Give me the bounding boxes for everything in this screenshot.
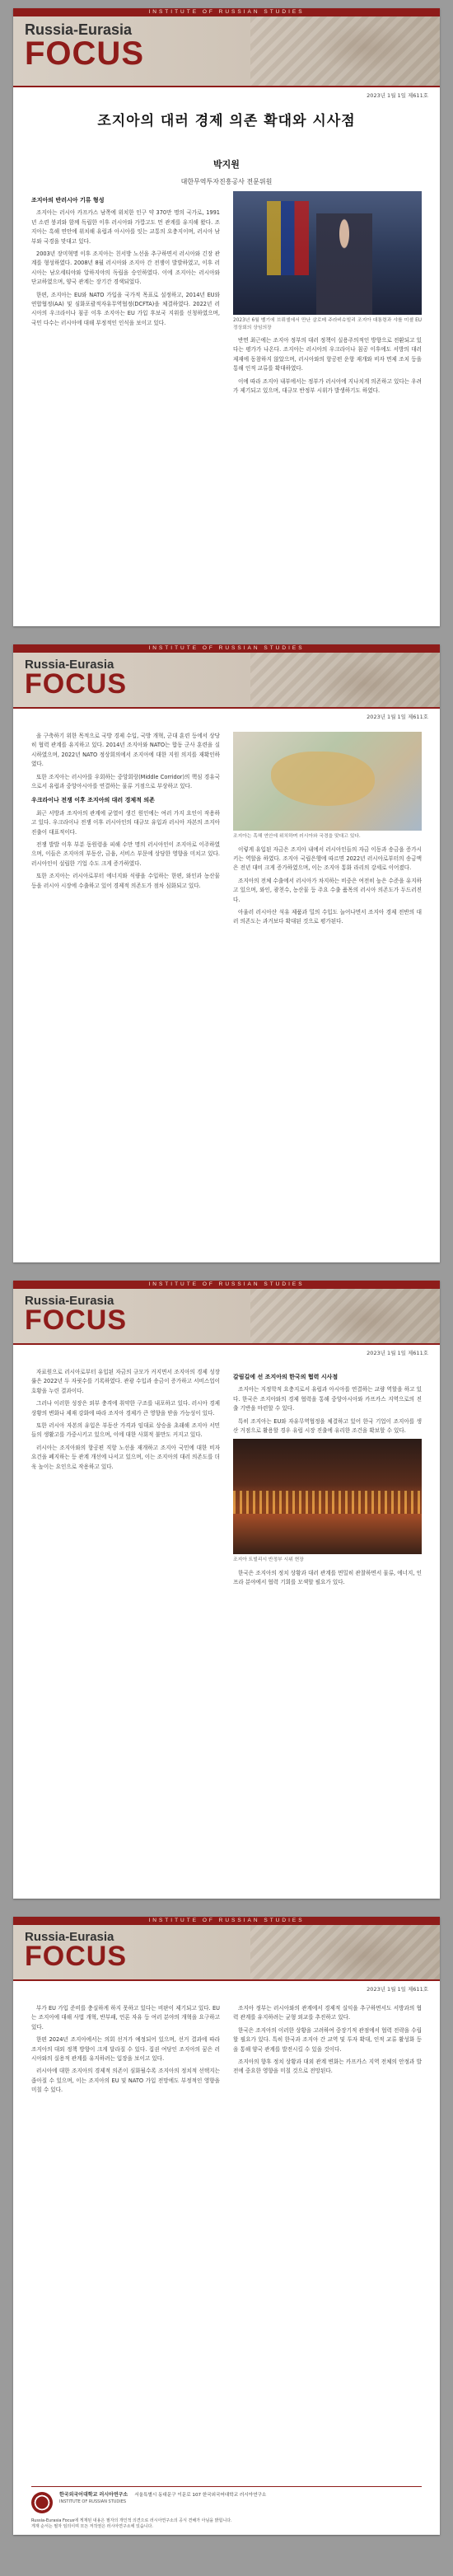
left-column xyxy=(31,1368,220,1591)
footer-org-name-en: INSTITUTE OF RUSSIAN STUDIES xyxy=(59,2499,127,2504)
paragraph: 조지아 정부는 러시아와의 관계에서 경제적 실익을 추구하면서도 서방과의 협력 관계를 유지하려는 균형 외교를 추진하고 있다. xyxy=(233,2005,422,2021)
summit-photo xyxy=(233,191,422,315)
left-column xyxy=(31,2004,220,2099)
right-column xyxy=(233,2004,422,2099)
newsletter-logo xyxy=(25,1294,127,1337)
section-heading: 우크라이나 전쟁 이후 조지아의 대러 경제적 의존 xyxy=(31,797,155,804)
paragraph: 을 구축하기 위한 목적으로 국방 경제 수입, 국방 개혁, 군대 훈련 등에서 상당히 협력 관계를 유지하고 있다. 2014년 조지아와 NATO는 합동 군사 훈련을 실시하였으며, 2022년 NATO 정상회의에서 조지아에 대한 지원 의지를 재확인하였다. xyxy=(31,733,220,768)
paragraph: 한국은 조지아의 정치 상황과 대러 관계를 면밀히 관찰하면서 물류, 에너지, 인프라 분야에서 협력 기회를 모색할 필요가 있다. xyxy=(233,1569,422,1586)
article-columns xyxy=(31,2004,422,2099)
page-2 xyxy=(13,644,440,1262)
paragraph: 한편 2024년 조지아에서는 의회 선거가 예정되어 있으며, 선거 결과에 따라 조지아의 대외 정책 방향이 크게 달라질 수 있다. 집권 여당인 조지아의 꿈은 러시아와의 실용적 관계를 유지하려는 입장을 보이고 있다. xyxy=(31,2036,220,2063)
left-column xyxy=(31,732,220,930)
issue-date: 2023년 1월 1일 제611호 xyxy=(367,92,428,99)
logo-line-1: Russia-Eurasia xyxy=(25,1930,114,1944)
masthead xyxy=(13,1281,440,1356)
institute-seal-icon xyxy=(31,2492,53,2513)
paragraph: 한국은 조지아의 이러한 상황을 고려하여 중장기적 관점에서 협력 전략을 수립할 필요가 있다. 특히 한국과 조지아 간 교역 및 투자 확대, 인적 교류 활성화 등을 통해 양국 관계를 발전시킬 수 있을 것이다. xyxy=(233,2026,422,2053)
article-columns xyxy=(31,1368,422,1591)
masthead-artwork xyxy=(250,1289,440,1343)
section-heading: 조지아의 반러시아 기류 형성 xyxy=(31,197,105,204)
newsletter-logo xyxy=(25,1930,127,1973)
map-caption: 조지아는 흑해 연안에 위치하며 러시아와 국경을 맞대고 있다. xyxy=(233,834,361,839)
article-columns xyxy=(31,191,422,399)
issue-date: 2023년 1월 1일 제611호 xyxy=(367,714,428,720)
issue-date: 2023년 1월 1일 제611호 xyxy=(367,1986,428,1993)
paragraph: 러시아는 조지아와의 항공편 직항 노선을 재개하고 조지아 국민에 대한 비자 요건을 폐지하는 등 관계 개선에 나서고 있으며, 이는 조지아의 대러 의존도를 더욱 높이는 요인으로 작용하고 있다. xyxy=(31,1444,220,1470)
paragraph: 조지아는 지정학적 요충지로서 유럽과 아시아를 연결하는 교량 역할을 하고 있다. 한국은 조지아와의 경제 협력을 통해 중앙아시아와 카프카스 지역으로의 진출 기반을 마련할 수 있다. xyxy=(233,1386,422,1412)
footer-note: Russia-Eurasia Focus에 게재된 내용은 필자의 개인적 의견으로 러시아연구소의 공식 견해가 아님을 밝힙니다. xyxy=(31,2518,232,2523)
paragraph: 이렇게 유입된 자금은 조지아 내에서 러시아인들의 자금 이동과 송금을 증가시키는 역할을 하였다. 조지아 국립은행에 따르면 2022년 러시아로부터의 송금액은 전년 대비 크게 증가하였으며, 이는 조지아 통화 라리의 강세로 이어졌다. xyxy=(233,845,422,872)
institute-banner: INSTITUTE OF RUSSIAN STUDIES xyxy=(13,1281,440,1289)
page-1 xyxy=(13,8,440,626)
masthead xyxy=(13,8,440,99)
paragraph: 전쟁 발발 이후 부분 동원령을 피해 수만 명의 러시아인이 조지아로 이주하였으며, 이들은 조지아의 부동산, 금융, 서비스 부문에 상당한 영향을 미치고 있다. 러시아인이 설립한 기업 수도 크게 증가하였다. xyxy=(31,841,220,867)
article-header xyxy=(13,109,440,186)
paragraph: 반면 최근에는 조지아 정부의 대러 정책이 실용주의적인 방향으로 전환되고 있다는 평가가 나온다. 조지아는 러시아의 우크라이나 침공 이후에도 서방의 대러 제재에 동참하지 않았으며, 러시아와의 항공편 운항 재개와 비자 면제 조치 등을 통해 인적 교류를 확대하였다. xyxy=(233,337,422,372)
newsletter-logo xyxy=(25,21,144,73)
paragraph: 부가 EU 가입 준비를 충실하게 하지 못하고 있다는 비판이 제기되고 있다. EU는 조지아에 대해 사법 개혁, 반부패, 언론 자유 등 여러 분야의 개혁을 요구하고 있다. xyxy=(31,2005,220,2030)
footer-note: 게재 순서는 필자 임의이며 모든 저작권은 러시아연구소에 있습니다. xyxy=(31,2524,153,2529)
paragraph: 또한 조지아는 러시아로부터 에너지와 식량을 수입하는 한편, 와인과 농산물 등을 러시아 시장에 수출하고 있어 경제적 의존도가 점차 심화되고 있다. xyxy=(31,873,220,889)
paragraph: 한편, 조지아는 EU와 NATO 가입을 국가적 목표로 설정하고, 2014년 EU와 연합협정(AA) 및 심화포괄적자유무역협정(DCFTA)을 체결하였다. 2022년 러시아의 우크라이나 침공 이후 조지아는 EU 가입 후보국 지위를 신청하였으며, 국민 다수는 러시아에 대해 부정적인 인식을 보이고 있다. xyxy=(31,291,220,326)
footer-notes xyxy=(31,2518,422,2530)
protest-photo xyxy=(233,1439,422,1554)
logo-line-1: Russia-Eurasia xyxy=(25,21,133,38)
paragraph: 조지아의 전체 수출에서 러시아가 차지하는 비중은 여전히 높은 수준을 유지하고 있으며, 와인, 광천수, 농산물 등 주요 수출 품목의 러시아 의존도가 두드러진다. xyxy=(233,877,422,903)
masthead-artwork xyxy=(250,1925,440,1979)
paragraph: 자료원으로 러시아로부터 유입된 자금의 규모가 커지면서 조지아의 경제 성장률은 2022년 두 자릿수를 기록하였다. 관광 수입과 송금이 증가하고 서비스업이 호황을 누린 결과이다. xyxy=(31,1369,220,1394)
paragraph: 또한 러시아 자본의 유입은 부동산 가격과 임대료 상승을 초래해 조지아 서민들의 생활고를 가중시키고 있으며, 이에 대한 사회적 불만도 커지고 있다. xyxy=(31,1422,220,1439)
paragraph: 조지아의 향후 정치 상황과 대외 관계 변화는 카프카스 지역 전체의 안정과 발전에 중요한 영향을 미칠 것으로 전망된다. xyxy=(233,2058,422,2075)
issue-date: 2023년 1월 1일 제611호 xyxy=(367,1350,428,1356)
logo-line-2: FOCUS xyxy=(25,35,144,72)
masthead-artwork xyxy=(250,653,440,707)
author-affiliation: 대한무역투자진흥공사 전문위원 xyxy=(180,178,273,185)
paragraph: 특히 조지아는 EU와 자유무역협정을 체결하고 있어 한국 기업이 조지아를 생산 거점으로 활용할 경우 유럽 시장 진출에 유리한 조건을 확보할 수 있다. xyxy=(233,1417,422,1435)
paragraph: 최근 서방과 조지아의 관계에 균열이 생긴 원인에는 여러 가지 요인이 작용하고 있다. 우크라이나 전쟁 이후 러시아인의 대규모 유입과 러시아 자본의 조지아 진출이 대표적이다. xyxy=(31,809,220,836)
logo-line-2: FOCUS xyxy=(25,1941,127,1972)
footer-org-block xyxy=(59,2492,128,2505)
right-column xyxy=(233,732,422,930)
footer-address: 서울특별시 동대문구 이문로 107 한국외국어대학교 러시아연구소 xyxy=(134,2493,267,2498)
institute-banner: INSTITUTE OF RUSSIAN STUDIES xyxy=(13,1917,440,1925)
photo-caption: 조지아 트빌리시 반정부 시위 현장 xyxy=(233,1557,304,1563)
logo-line-1: Russia-Eurasia xyxy=(25,658,114,672)
article-title: 조지아의 대러 경제 의존 확대와 시사점 xyxy=(97,113,356,129)
section-heading: 갈림길에 선 조지아의 한국의 협력 시사점 xyxy=(233,1374,339,1380)
paragraph: 러시아에 대한 조지아의 경제적 의존이 심화될수록 조지아의 정치적 선택지는 좁아질 수 있으며, 이는 조지아의 EU 및 NATO 가입 전망에도 부정적인 영향을 미칠 수 있다. xyxy=(31,2068,220,2094)
logo-line-2: FOCUS xyxy=(25,668,127,700)
institute-banner: INSTITUTE OF RUSSIAN STUDIES xyxy=(13,644,440,653)
paragraph: 2003년 장미혁명 이후 조지아는 친서방 노선을 추구하면서 러시아와 긴장 관계를 형성하였다. 2008년 8월 러시아와 조지아 간 전쟁이 발발하였고, 이후 러시아는 남오세티야와 압하지야의 독립을 승인하였다. 이에 조지아는 러시아와 단교하였으며, 양국 관계는 장기간 경색되었다. xyxy=(31,251,220,286)
paragraph: 그러나 이러한 성장은 외부 충격에 취약한 구조를 내포하고 있다. 러시아 경제 상황의 변화나 제재 강화에 따라 조지아 경제가 큰 영향을 받을 가능성이 있다. xyxy=(31,1400,220,1417)
institute-banner: INSTITUTE OF RUSSIAN STUDIES xyxy=(13,8,440,16)
left-column xyxy=(31,191,220,399)
masthead-artwork xyxy=(250,16,440,86)
footer-org-name: 한국외국어대학교 러시아연구소 xyxy=(59,2492,128,2498)
page-3 xyxy=(13,1281,440,1899)
paragraph: 또한 조지아는 러시아를 우회하는 중앙회랑(Middle Corridor)의 핵심 경유국으로서 유럽과 중앙아시아를 연결하는 물류 거점으로 부상하고 있다. xyxy=(31,773,220,790)
footer xyxy=(31,2486,422,2513)
article-columns xyxy=(31,732,422,930)
author-name: 박지원 xyxy=(213,159,240,170)
region-map xyxy=(233,732,422,831)
paragraph: 아울러 러시아산 석유 제품과 밀의 수입도 늘어나면서 조지아 경제 전반의 대러 의존도는 과거보다 확대된 것으로 평가된다. xyxy=(233,908,422,925)
paragraph: 이에 따라 조지아 내부에서는 정부가 러시아에 지나치게 의존하고 있다는 우려가 제기되고 있으며, 대규모 반정부 시위가 발생하기도 하였다. xyxy=(233,377,422,395)
page-4 xyxy=(13,1917,440,2535)
logo-line-2: FOCUS xyxy=(25,1304,127,1336)
paragraph: 조지아는 러시아 카프카스 남쪽에 위치한 인구 약 370만 명의 국가로, 1991년 소련 붕괴와 함께 독립한 이후 러시아와 가깝고도 먼 관계를 유지해 왔다. 조지아는 흑해 연안에 위치해 유럽과 아시아를 잇는 교통의 요충지이며, 러시아 남부와 국경을 맞대고 있다. xyxy=(31,209,220,245)
logo-line-1: Russia-Eurasia xyxy=(25,1294,114,1308)
right-column xyxy=(233,191,422,399)
right-column xyxy=(233,1368,422,1591)
photo-caption: 2023년 6월 벨기에 브뤼셀에서 만난 살로메 주라비슈빌리 조지아 대통령과 샤를 미셸 EU 정상회의 상임의장 xyxy=(233,318,422,330)
masthead xyxy=(13,644,440,720)
masthead xyxy=(13,1917,440,1993)
newsletter-logo xyxy=(25,658,127,700)
